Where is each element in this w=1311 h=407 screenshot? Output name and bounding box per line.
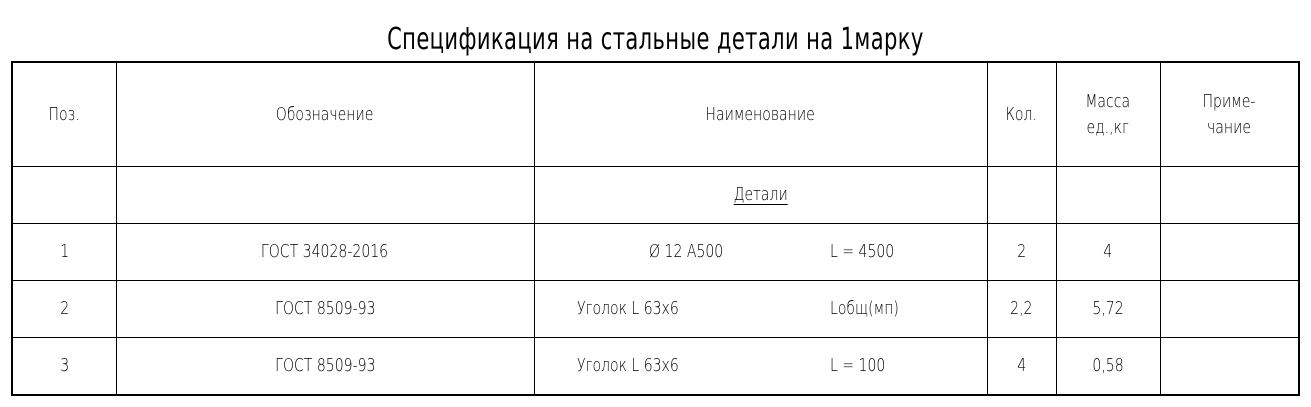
mass-cell: 5,72 (1056, 281, 1160, 338)
header-qty: Кол. (987, 62, 1056, 167)
name-cell (534, 281, 987, 338)
name-cell (534, 338, 987, 396)
header-note (1160, 62, 1299, 167)
name-right-text: L = 4500 (829, 241, 894, 262)
name-cell (534, 224, 987, 281)
section-pos-cell (12, 167, 116, 224)
section-row (12, 167, 1299, 224)
section-mass-cell (1056, 167, 1160, 224)
designation-cell: ГОСТ 8509-93 (116, 281, 534, 338)
header-note-line1: Приме- (1202, 90, 1256, 112)
header-mass (1056, 62, 1160, 167)
specification-title: Спецификация на стальные детали на 1марку (387, 22, 924, 57)
table-row (12, 224, 1299, 281)
table-row (12, 338, 1299, 396)
qty-cell: 4 (987, 338, 1056, 396)
section-note-cell (1160, 167, 1299, 224)
section-qty-cell (987, 167, 1056, 224)
header-row (12, 62, 1299, 167)
mass-cell: 0,58 (1056, 338, 1160, 396)
header-mass-line2: ед.,кг (1086, 116, 1130, 138)
section-designation-cell (116, 167, 534, 224)
qty-cell: 2,2 (987, 281, 1056, 338)
name-left-text: Уголок L 63х6 (576, 355, 679, 376)
name-right-text: Lобщ(мп) (829, 298, 899, 319)
designation-cell: ГОСТ 34028-2016 (116, 224, 534, 281)
header-pos: Поз. (12, 62, 116, 167)
section-name-cell (534, 167, 987, 224)
designation-cell: ГОСТ 8509-93 (116, 338, 534, 396)
specification-table (11, 61, 1300, 396)
note-cell (1160, 281, 1299, 338)
name-left-text: Ø 12 А500 (648, 241, 723, 262)
pos-cell: 1 (12, 224, 116, 281)
pos-cell: 2 (12, 281, 116, 338)
name-left-text: Уголок L 63х6 (576, 298, 679, 319)
header-designation: Обозначение (116, 62, 534, 167)
qty-cell: 2 (987, 224, 1056, 281)
note-cell (1160, 224, 1299, 281)
section-label: Детали (733, 184, 788, 205)
mass-cell: 4 (1056, 224, 1160, 281)
table-row (12, 281, 1299, 338)
pos-cell: 3 (12, 338, 116, 396)
name-right-text: L = 100 (829, 355, 885, 376)
note-cell (1160, 338, 1299, 396)
header-mass-line1: Масса (1085, 90, 1131, 112)
header-name: Наименование (534, 62, 987, 167)
header-note-line2: чание (1207, 116, 1252, 138)
